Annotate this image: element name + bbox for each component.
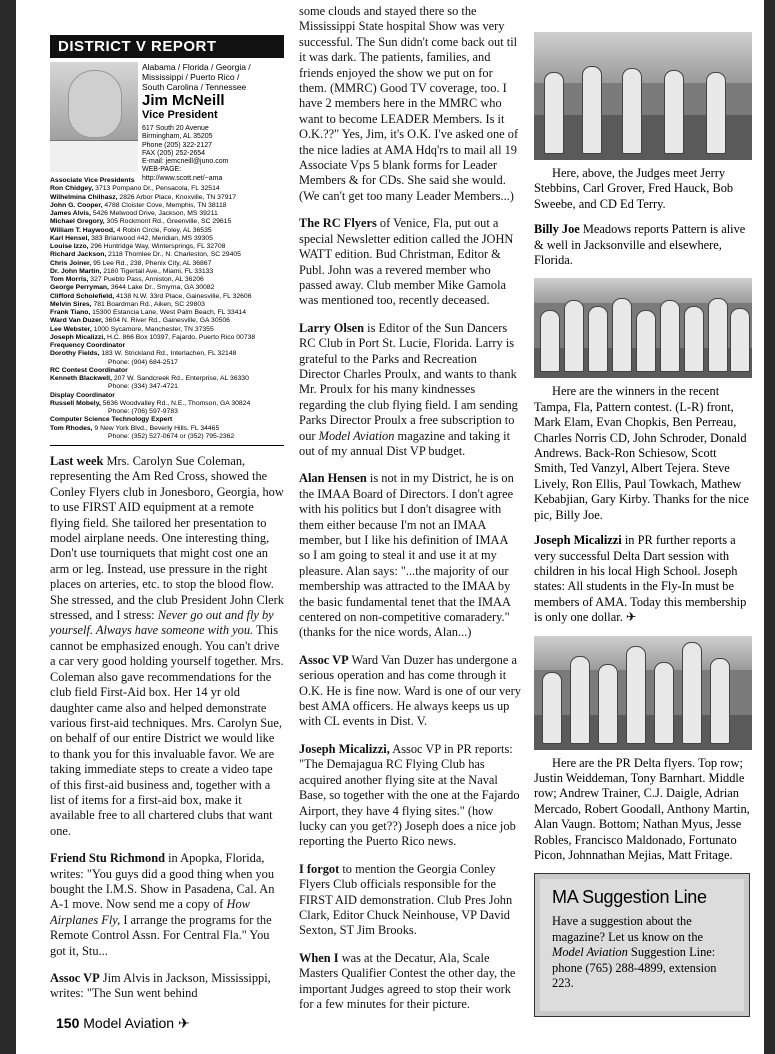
- judges-photo: [534, 32, 752, 160]
- joseph-paragraph: Joseph Micalizzi in PR further reports a very successful Delta Dart session with children in his local High School. Joseph states: All students in the Fly-In must be members of AMA. Today this membership is only one dollar. ✈: [534, 533, 747, 625]
- officer-roster: [50, 174, 284, 446]
- roster-name: Michael Gregory,: [50, 218, 105, 226]
- roster-entry: [50, 194, 284, 202]
- roster-address: 781 Boardman Rd., Aiken, SC 29803: [91, 300, 205, 308]
- winners-caption: Here are the winners in the recent Tampa, Fla, Pattern contest. (L-R) front, Mark Elam, Evan Chopkis, Ben Perreau, Charles Norris CD, John Schroder, Donald Andrews. Back-Ron Schiesow, Scott Smith, Ted Vanzyl, Albert Tejera. Steve Lively, Ron Ellis, Paul Towkach, Mathew Kebabjian, Gary Kirby. Thanks for the nice pic, Billy Joe.: [534, 384, 750, 522]
- article-paragraph: [50, 971, 284, 1002]
- roster-address: 305 Rockmont Rd., Greenville, SC 29615: [104, 218, 232, 226]
- paragraph-italic: Never go out and fly by yourself. Always have someone with you.: [50, 608, 274, 638]
- middle-column: [299, 4, 521, 1024]
- roster-address: 1000 Sycamore, Manchester, TN 37355: [91, 325, 214, 333]
- vp-states: [142, 62, 284, 92]
- paragraph-lead: Friend Stu Richmond: [50, 851, 165, 866]
- roster-entry: [50, 284, 284, 292]
- paragraph-lead: Alan Hensen: [299, 471, 367, 486]
- roster-entry: [50, 309, 284, 317]
- roster-address: 3604 N. River Rd., Gainesville, GA 30506: [103, 317, 230, 325]
- left-column: [50, 35, 284, 1014]
- roster-name: Chris Joiner,: [50, 259, 92, 267]
- paragraph-lead: When I: [299, 950, 339, 965]
- vp-contact-line: Birmingham, AL 35205: [142, 133, 213, 141]
- billy-joe-paragraph: Billy Joe Meadows reports Pattern is alive & well in Jacksonville and elsewhere, Florida.: [534, 222, 746, 268]
- roster-entry: [50, 202, 284, 210]
- vp-state-line: Mississippi / Puerto Rico /: [142, 72, 240, 82]
- roster-address: 3644 Lake Dr., Smyrna, GA 30082: [108, 284, 215, 292]
- roster-address: 2118 Thomlee Dr., N. Charleston, SC 29405: [106, 251, 241, 259]
- page-footer: [56, 1015, 190, 1032]
- magazine-page: [16, 0, 764, 1054]
- vp-portrait-photo: [50, 62, 138, 172]
- roster-name: Joseph Micalizzi,: [50, 333, 106, 341]
- roster-entry: [50, 301, 284, 309]
- roster-address: 3713 Pompano Dr., Pensacola, FL 32514: [93, 185, 220, 193]
- paragraph-lead: Assoc VP: [50, 971, 100, 985]
- roster-name: John G. Cooper,: [50, 201, 103, 209]
- suggestion-text: Have a suggestion about the magazine? Let us know on the Model Aviation Suggestion Line: phone (765) 288-4899, extension 223.: [552, 914, 717, 990]
- article-paragraph: [299, 216, 521, 308]
- roster-entry: [50, 276, 284, 284]
- article-paragraph: [299, 4, 521, 204]
- roster-address: 327 Pueblo Pass, Anniston, AL 36206: [88, 276, 204, 283]
- roster-heading: Display Coordinator: [50, 391, 115, 399]
- paragraph-tail: magazine and taking it out of my annual Dist VP budget.: [299, 428, 511, 458]
- paragraph-lead: Assoc VP: [299, 652, 349, 667]
- roster-entry: [50, 293, 284, 301]
- vp-name: Jim McNeill: [142, 92, 225, 109]
- article-paragraph: [299, 653, 521, 730]
- vp-contact: [142, 125, 284, 183]
- vp-contact-line: WEB-PAGE:: [142, 166, 182, 174]
- roster-name: Tom Morris,: [50, 276, 89, 283]
- vp-contact-line: Phone (205) 322-2127: [142, 141, 213, 149]
- vp-contact-line: E-mail: jemcneill@juno.com: [142, 158, 229, 166]
- roster-entry: [50, 218, 284, 226]
- roster-name: William T. Haywood,: [50, 226, 115, 234]
- roster-address: 5636 Woodvalley Rd., N.E., Thomson, GA 30824: [100, 399, 251, 407]
- roster-name: Wilhelmina Chilhasz,: [50, 193, 118, 201]
- roster-address: 207 W. Sandcreek Rd., Enterprise, AL 36330: [111, 375, 249, 382]
- paragraph-text: is Editor of the Sun Dancers RC Club in Port St. Lucie, Florida. Larry is grateful to the Parks and Recreation Director Charles Proulx, and wants to thank Mr. Proulx for his many kindnesses regarding the club flying field. I am sending Parks Director Proulx a free subscription to our: [299, 320, 518, 443]
- roster-entry: [50, 185, 284, 193]
- page-number: 150: [56, 1015, 80, 1031]
- roster-entry: [50, 350, 284, 358]
- delta-flyers-photo: [534, 636, 752, 750]
- paragraph-text: was at the Decatur, Ala, Scale Masters Qualifier Contest the other day, the important Judges agreed to stop their work for a few minutes for their picture.: [299, 950, 516, 1011]
- roster-address: 2180 Tigertail Ave., Miami, FL 33133: [101, 267, 214, 275]
- roster-entry: [50, 260, 284, 268]
- paragraph-lead: Joseph Micalizzi,: [299, 741, 390, 756]
- roster-entry: [50, 400, 284, 408]
- paragraph-text: Ward Van Duzer has undergone a serious operation and has come through it O.K. He is fine now. Ward is one of our very best AMA officers. He always keeps us up with CL events in Dist. V.: [299, 652, 521, 729]
- roster-heading: Frequency Coordinator: [50, 342, 126, 349]
- roster-name: Ron Chidgey,: [50, 185, 94, 193]
- pattern-winners-photo: [534, 278, 752, 378]
- col1-articles: [50, 454, 284, 1002]
- roster-address: 383 Briarwood #42, Meridian, MS 39305: [89, 234, 213, 242]
- roster-name: Kenneth Blackwell,: [50, 375, 112, 382]
- roster-name: Richard Jackson,: [50, 251, 107, 259]
- paragraph-text: Assoc VP in PR reports: "The Demajagua RC Flying Club has acquired another flying site at the Naval Base, so together with the one at the Fajardo Airport, they have 4 flying sites." (how lucky can you get??) Joseph does a nice job reporting the Puerto Rico news.: [299, 741, 520, 849]
- roster-heading: Computer Science Technology Expert: [50, 416, 173, 424]
- roster-address: 2826 Arbor Place, Knoxville, TN 37917: [117, 193, 237, 201]
- roster-entry: [50, 334, 284, 342]
- plane-icon: ✈: [177, 1015, 190, 1031]
- paragraph-text: to mention the Georgia Conley Flyers Club officials responsible for the FIRST AID demonstration. Club Pres John Clark, Editor Chuck Neinhouse, VP David Sexton, ST Jim Brooks.: [299, 861, 513, 938]
- roster-name: Tom Rhodes,: [50, 424, 93, 432]
- roster-name: Melvin Sires,: [50, 300, 92, 308]
- paragraph-text: is not in my District, he is on the IMAA Board of Directors. I don't agree with his politics but I don't disagree with them either because I'm not an IMAA member, but I like his definition of IMAA so I am going to steal it and use it at my pleasure. Alan says: "...the majority of our membership was attracted to the IMAA by the basic fundamental tenet that the IMAA centered on non-competitive comaradery." (thanks for the nice words, Alan...): [299, 471, 514, 640]
- roster-name: James Alvis,: [50, 210, 91, 217]
- roster-entry: [50, 317, 284, 325]
- paragraph-lead: Last week: [50, 454, 104, 468]
- roster-entry: [50, 235, 284, 243]
- paragraph-lead: I forgot: [299, 861, 340, 876]
- roster-address: 9 New York Blvd., Beverly Hills, FL 34465: [92, 424, 220, 432]
- roster-entry: [50, 326, 284, 334]
- paragraph-tail: This cannot be emphasized enough. You can't drive a car very good holding yourself together. Mrs. Coleman also gave recommendations for the club field First-Aid box. Her 14 yr old daughter came also and helped demonstrate various first-aid techniques. Mrs. Carolyn Sue, on behalf of our entire District we would like to thank you for this invaluable favor. We are taking immediate steps to create a video tape of this first-aid business and, together with a list of items for a first-aid box, make it available free to all chartered clubs that want one.: [50, 623, 284, 838]
- paragraph-text: in Apopka, Florida, writes: "You guys did a good thing when you bought the I.M.S. Show in Pasadena, Cal. An A-1 move. Now send me a copy of: [50, 851, 275, 912]
- district-banner: DISTRICT V REPORT: [50, 35, 284, 58]
- paragraph-tail: I arrange the programs for the Remote Control Assn. For Central Fla." You got it, Stu...: [50, 912, 272, 958]
- roster-heading: Associate Vice Presidents: [50, 177, 135, 184]
- roster-heading: RC Contest Coordinator: [50, 366, 128, 374]
- vp-state-line: Alabama / Florida / Georgia /: [142, 62, 251, 72]
- roster-entry: [50, 425, 284, 433]
- roster-phone: Phone: (706) 597-9783: [108, 408, 178, 415]
- vp-contact-line: FAX (205) 252-2654: [142, 149, 206, 157]
- roster-entry: [50, 227, 284, 235]
- roster-entry: [50, 251, 284, 259]
- paragraph-italic: Model Aviation: [318, 428, 395, 443]
- vp-title: Vice President: [142, 109, 218, 121]
- roster-entry: [50, 243, 284, 251]
- article-paragraph: [299, 742, 521, 850]
- magazine-name: Model Aviation: [83, 1015, 175, 1031]
- col2-articles: [299, 4, 521, 1012]
- roster-entry: [50, 375, 284, 383]
- roster-name: Louise Izzo,: [50, 243, 89, 250]
- roster-name: George Perryman,: [50, 284, 109, 292]
- roster-entry: [50, 210, 284, 218]
- delta-caption: Here are the PR Delta flyers. Top row; Justin Weiddeman, Tony Barnhart. Middle row; Andrew Trainer, C.J. Daigle, Adrian Mercado, Robert Goodall, Anthony Martin, Alan Vaugn. Bottom; Nathan Myus, Jesse Robles, Francisco Maldonado, Fortunato Picon, Johnnathan Mejias, Matt Fritage.: [534, 755, 750, 862]
- roster-name: Ward Van Duzer,: [50, 317, 104, 325]
- roster-address: 5426 Melwood Drive, Jackson, MS 39211: [90, 210, 218, 217]
- roster-entry: [50, 268, 284, 276]
- article-paragraph: [299, 862, 521, 939]
- vp-state-line: South Carolina / Tennessee: [142, 82, 247, 92]
- suggestion-title: MA Suggestion Line: [552, 887, 707, 908]
- paragraph-text: Jim Alvis in Jackson, Mississippi, writes: "The Sun went behind: [50, 971, 271, 1001]
- roster-address: 296 Huntridge Way, Wintersprings, FL 32708: [88, 243, 226, 250]
- roster-name: Clifford Scholefield,: [50, 292, 115, 300]
- judges-caption: Here, above, the Judges meet Jerry Stebbins, Carl Grover, Fred Hauck, Bob Sweebe, and CD Ed Terry.: [534, 166, 734, 211]
- roster-phone: Phone: (904) 684-2517: [108, 358, 178, 366]
- paragraph-lead: Larry Olsen: [299, 320, 365, 335]
- roster-name: Russell Mobely,: [50, 399, 101, 407]
- article-paragraph: [299, 321, 521, 460]
- roster-phone: Phone: (352) 527-0674 or (352) 795-2362: [108, 432, 235, 440]
- article-paragraph: [299, 951, 521, 1013]
- paragraph-text: of Venice, Fla, put out a special Newsletter edition called the JOHN WATT edition. Bud Christman, Editor & Publ. John was a revered member who passed away. Club member Mike Gamola was mentioned too, recently deceased.: [299, 216, 514, 308]
- article-paragraph: [299, 471, 521, 640]
- roster-address: H.C. 866 Box 10397, Fajardo, Puerto Rico 00738: [105, 333, 256, 341]
- roster-phone: Phone: (334) 347-4721: [108, 383, 178, 391]
- vp-contact-line: 617 South 20 Avenue: [142, 125, 209, 132]
- roster-address: 4 Robin Circle, Foley, AL 36535: [114, 226, 212, 234]
- roster-name: Frank Tiano,: [50, 309, 91, 316]
- roster-address: 4138 N.W. 33rd Place, Gainesville, FL 32606: [114, 292, 252, 300]
- paragraph-text: Mrs. Carolyn Sue Coleman, representing the Am Red Cross, showed the Conley Flyers club in Jonesboro, Georgia, how to use FIRST AID equipment at a remote flying field. She tailored her presentation to model airplane needs. One interesting thing, Don't use tourniquets that might cost one an arm or leg. Instead, use pressure in the right places on arteries, etc. to stop the blood flow. She stressed, and the club President John Clerk stressed, and I stress:: [50, 454, 285, 623]
- roster-address: 183 W. Strickland Rd., Interlachen, FL 32148: [99, 350, 237, 358]
- roster-name: Lee Webster,: [50, 325, 92, 333]
- suggestion-line-box: [534, 873, 750, 1017]
- roster-address: 4788 Cloister Cove, Memphis, TN 38118: [102, 201, 227, 209]
- paragraph-italic: How Airplanes Fly,: [50, 897, 250, 927]
- vp-contact-line: http://www.scott.net/~ama: [142, 174, 223, 182]
- roster-address: 15300 Estancia Lane, West Palm Beach, FL 33414: [90, 309, 246, 316]
- paragraph-text: some clouds and stayed there so the Mississippi State hospital Show was very successful. The Sun didn't come back out til it was dark. The patients, families, and friends enjoyed the show we put on for them. (MMRC) Good TV coverage, too. I have 2 members here in the MMRC who want to become LEADER Members. Is it O.K.??" Yes, Jim, it's O.K. I've asked one of the nice ladies at AMA Hdq'rs to mail all 19 Associate Vps 5 blank forms for Leader Members & for CDs. She said she would. (We can't get too many Leader Members...): [299, 4, 519, 203]
- vp-info: [142, 62, 284, 183]
- roster-name: Dr. John Martin,: [50, 267, 102, 275]
- article-paragraph: [50, 851, 284, 959]
- roster-name: Karl Hensel,: [50, 234, 90, 242]
- paragraph-lead: The RC Flyers: [299, 216, 377, 231]
- roster-address: 95 Lee Rd., 238, Phenix City, AL 36867: [91, 259, 212, 267]
- roster-name: Dorothy Fields,: [50, 350, 100, 358]
- right-column: [534, 32, 752, 1017]
- article-paragraph: [50, 454, 284, 839]
